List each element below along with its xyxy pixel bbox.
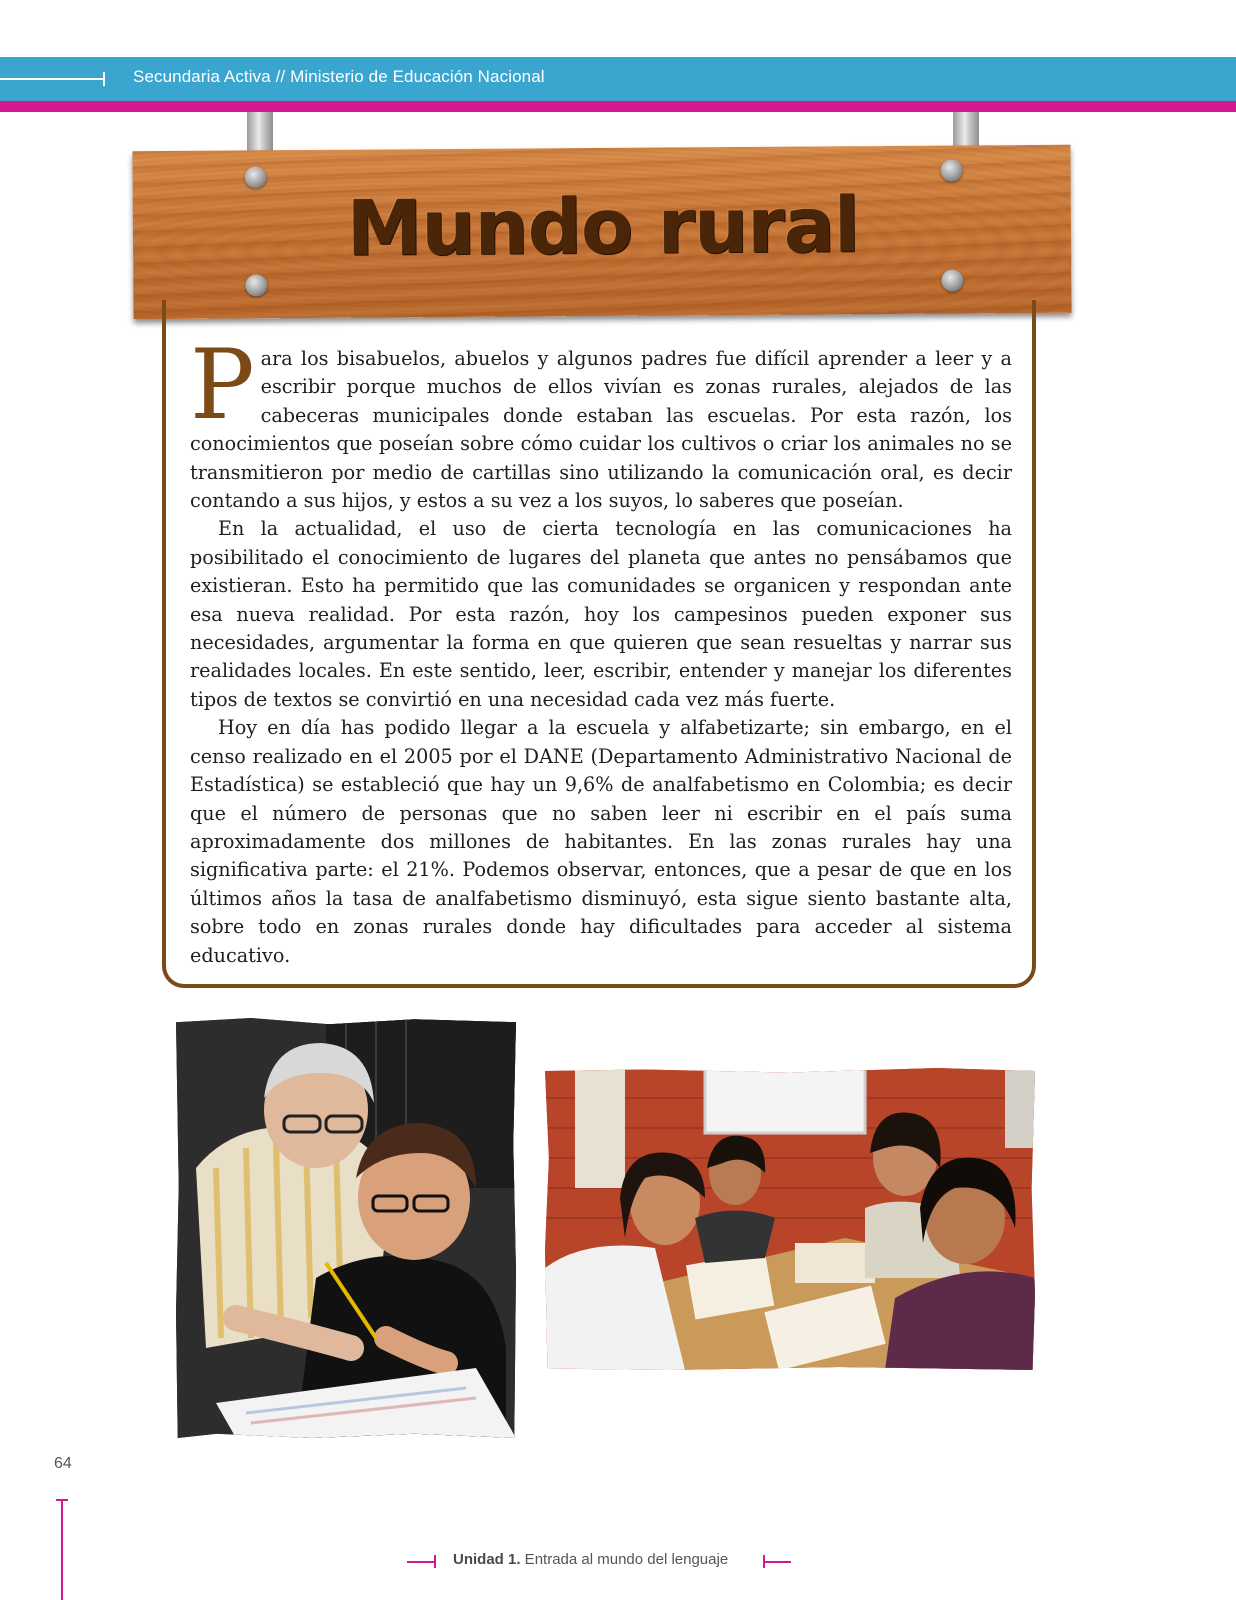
header-rule [0, 78, 104, 80]
bolt-icon [245, 166, 267, 188]
photo-tutoring-image [176, 1018, 516, 1438]
page-number: 64 [54, 1455, 72, 1472]
photo-classroom [545, 1068, 1035, 1370]
bolt-icon [941, 269, 963, 291]
paragraph-3: Hoy en día has podido llegar a la escuela y alfabetizarte; sin embargo, en el censo realizado en el 2005 por el DANE (Departamento Administrativo Nacional de Estadística) se estableció que hay un 9,6% de analfabetismo en Colombia; es decir que el número de personas que no saben leer ni escribir en el país suma aproximadamente dos millones de habitantes. En las zonas rurales hay una significativa parte: el 21%. Podemos observar, entonces, que a pesar de que en los últimos años la tasa de analfabetismo disminuyó, esta sigue siento bastante alta, sobre todo en zonas rurales donde hay dificultades para acceder al sistema educativo. [190, 716, 1012, 967]
footer-unit: Unidad 1. [453, 1551, 521, 1568]
bolt-icon [941, 159, 963, 181]
wooden-sign [132, 145, 1071, 320]
bolt-icon [245, 274, 267, 296]
margin-rule [61, 1500, 63, 1600]
footer-rule-left [407, 1561, 435, 1563]
paragraph-1: ara los bisabuelos, abuelos y algunos padres fue difícil aprender a leer y a escribir porque muchos de ellos vivían es zonas rurales, alejados de las cabeceras municipales donde estaban las escuelas. Por esta razón, los conocimientos que poseían sobre cómo cuidar los cultivos o criar los animales no se transmitieron por medio de cartillas sino utilizando la comunicación oral, es decir contando a sus hijos, y estos a su vez a los suyos, lo saberes que poseían. [190, 347, 1012, 513]
photo-classroom-image [545, 1068, 1035, 1370]
page-title: Mundo rural [346, 180, 860, 273]
header-accent-stripe [0, 101, 1236, 112]
footer-rule-right [763, 1561, 791, 1563]
header-title: Secundaria Activa // Ministerio de Educación Nacional [133, 67, 545, 86]
footer [453, 1551, 728, 1568]
footer-title: Entrada al mundo del lenguaje [520, 1551, 729, 1568]
header-rule-tick [103, 72, 105, 86]
paragraph-2: En la actualidad, el uso de cierta tecnología en las comunicaciones ha posibilitado el conocimiento de lugares del planeta que antes no pensábamos que existieran. Esto ha permitido que las comunidades se organicen y respondan ante esa nueva realidad. Por esta razón, hoy los campesinos pueden exponer sus necesidades, argumentar la forma en que quieren que sean resueltas y narrar sus realidades locales. En este sentido, leer, escribir, entender y manejar los diferentes tipos de textos se convirtió en una necesidad cada vez más fuerte. [190, 517, 1012, 711]
sign-post-left [247, 112, 273, 152]
article-body [190, 329, 1012, 970]
photo-tutoring [176, 1018, 516, 1438]
footer-rule-left-tick [434, 1555, 436, 1568]
drop-cap: P [190, 329, 255, 441]
